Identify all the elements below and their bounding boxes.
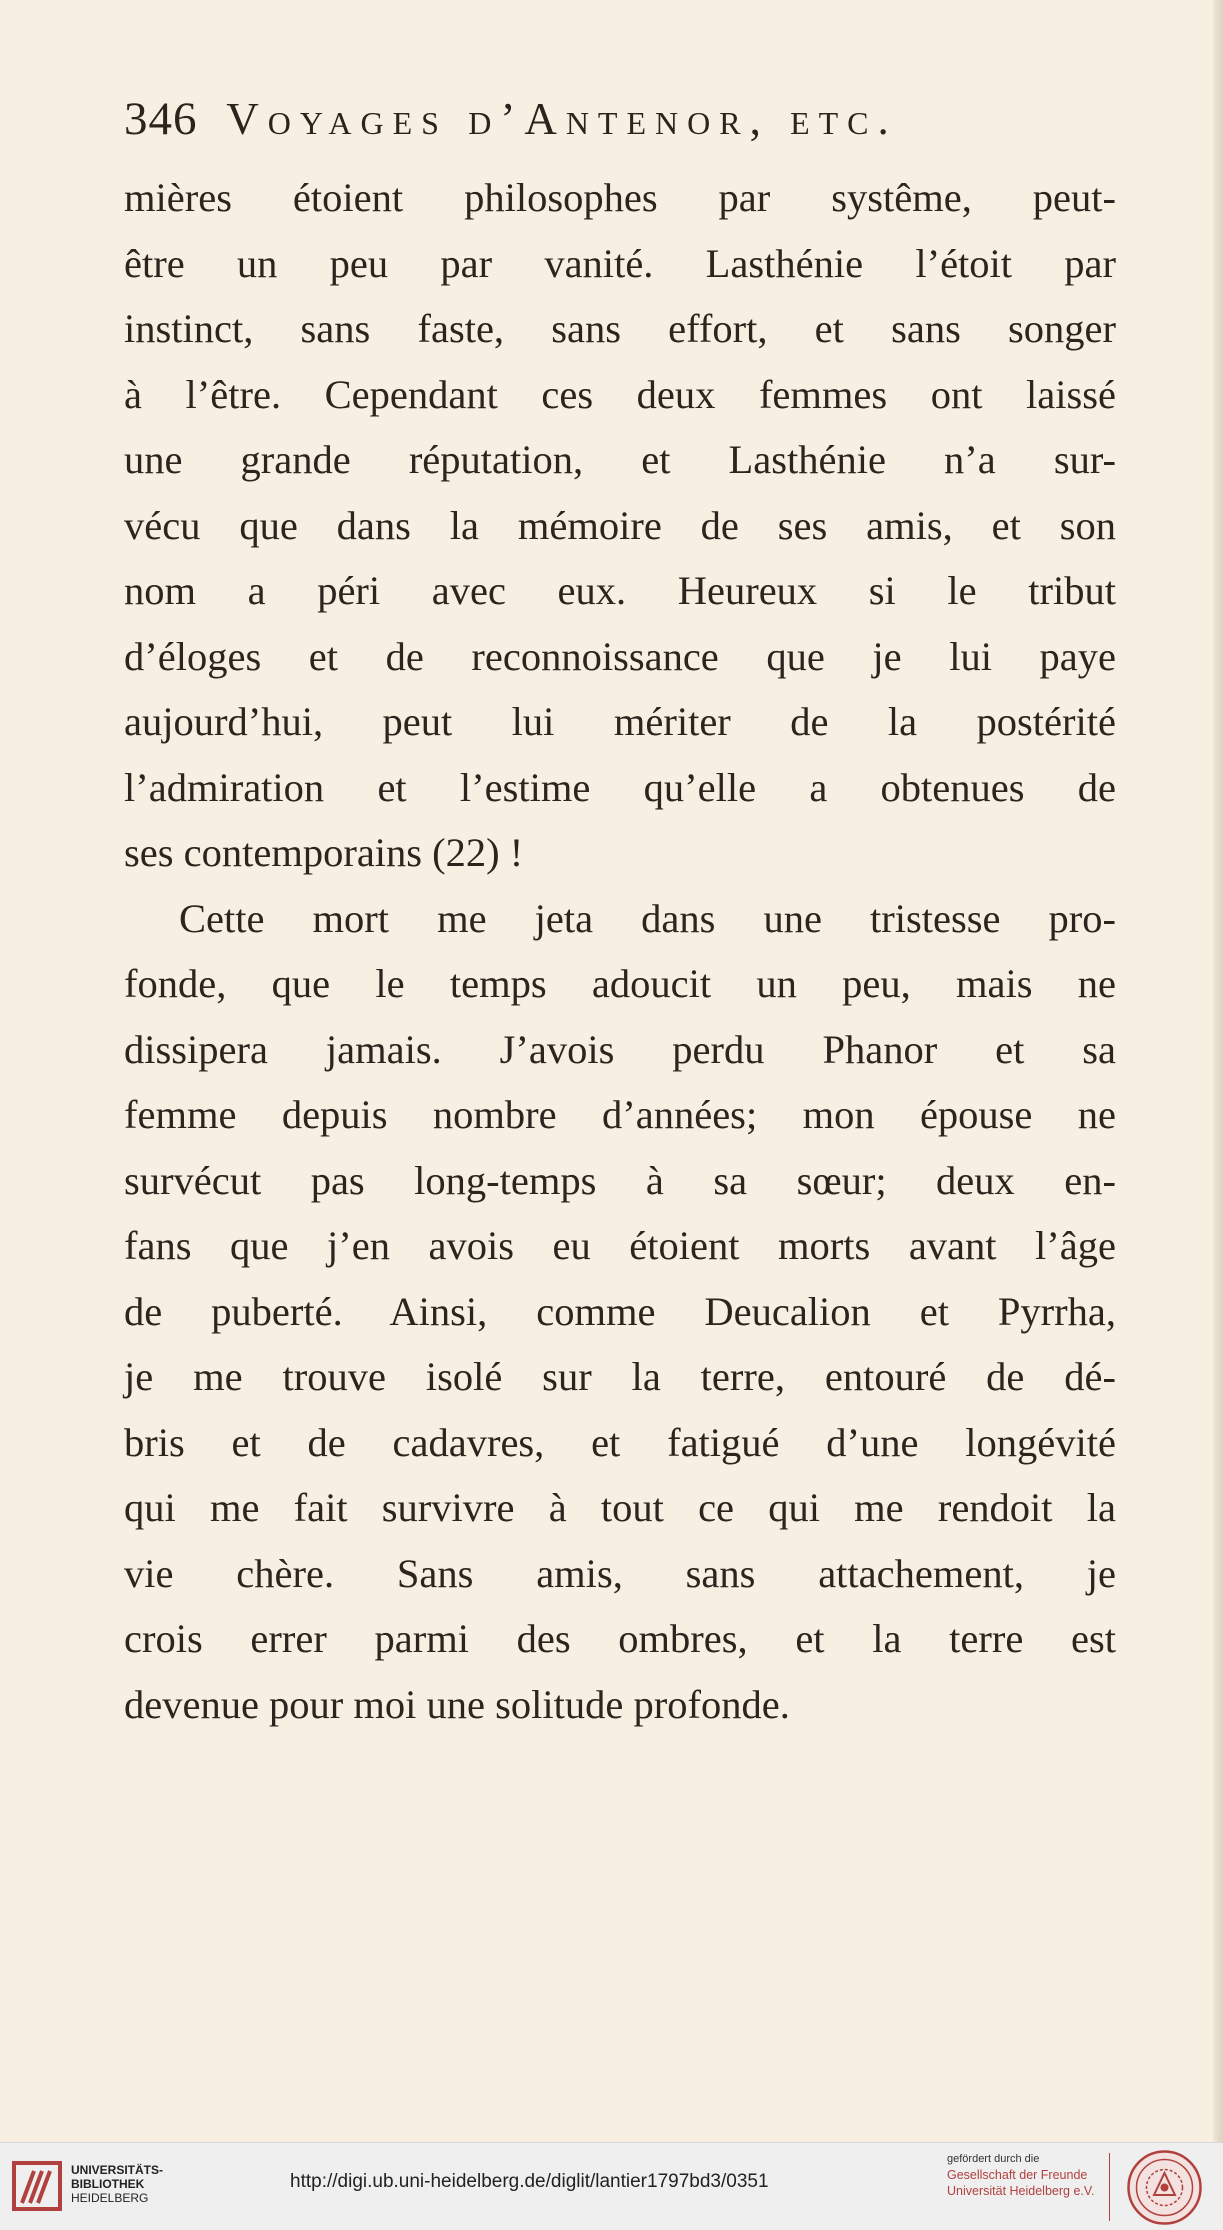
footer-bar (0, 2142, 1223, 2230)
text-line: vie chère. Sans amis, sans attachement, je (124, 1550, 1116, 1596)
text-line: fonde, que le temps adoucit un peu, mais ne (124, 961, 1116, 1006)
library-name (71, 2163, 163, 2205)
text-line: ses contemporains (22) ! (124, 830, 524, 875)
funding-note (947, 2151, 1107, 2199)
text-line: nom a péri avec eux. Heureux si le tribut (124, 568, 1116, 613)
text-line: qui me fait survivre à tout ce qui me rendoit la (124, 1485, 1116, 1530)
text-line: être un peu par vanité. Lasthénie l’étoit par (124, 240, 1116, 286)
text-line: instinct, sans faste, sans effort, et sans songer (124, 306, 1116, 351)
text-line: vécu que dans la mémoire de ses amis, et son (124, 502, 1116, 548)
text-line: de puberté. Ainsi, comme Deucalion et Pyrrha, (124, 1288, 1116, 1334)
page-header (124, 92, 1124, 152)
library-name-line: UNIVERSITÄTS- (71, 2163, 164, 2177)
text-line: Cette mort me jeta dans une tristesse pro- (179, 895, 1116, 941)
text-line: je me trouve isolé sur la terre, entouré de dé- (124, 1354, 1116, 1399)
society-name-line: Gesellschaft der Freunde (947, 2168, 1088, 2182)
text-line: fans que j’en avois eu étoient morts avant l’âge (124, 1223, 1116, 1268)
library-name-line: BIBLIOTHEK (71, 2177, 145, 2191)
text-line: bris et de cadavres, et fatigué d’une longévité (124, 1419, 1116, 1465)
text-line: crois errer parmi des ombres, et la terre est (124, 1616, 1116, 1661)
university-seal-icon (1126, 2149, 1203, 2226)
text-line: devenue pour moi une solitude profonde. (124, 1681, 790, 1727)
page-number: 346 (124, 93, 198, 145)
text-line: à l’être. Cependant ces deux femmes ont laissé (124, 371, 1116, 417)
text-line: une grande réputation, et Lasthénie n’a sur- (124, 437, 1116, 482)
text-line: aujourd’hui, peut lui mériter de la postérité (124, 699, 1116, 744)
source-url-link[interactable]: http://digi.ub.uni-heidelberg.de/diglit/lantier1797bd3/0351 (290, 2171, 769, 2192)
text-line: l’admiration et l’estime qu’elle a obtenues de (124, 764, 1116, 810)
page-edge-shadow (1213, 0, 1223, 2142)
running-title: Voyages d’Antenor, etc. (226, 94, 898, 144)
society-name-line: Universität Heidelberg e.V. (947, 2184, 1095, 2198)
text-line: mières étoient philosophes par systême, peut- (124, 175, 1116, 220)
library-name-line: HEIDELBERG (71, 2191, 149, 2205)
footer-divider (1109, 2153, 1110, 2221)
body-text (124, 165, 1116, 1737)
funding-label: gefördert durch die (947, 2153, 1040, 2165)
library-logo-icon (12, 2157, 62, 2215)
text-line: survécut pas long-temps à sa sœur; deux en- (124, 1157, 1116, 1203)
text-line: femme depuis nombre d’années; mon épouse ne (124, 1092, 1116, 1137)
text-line: dissipera jamais. J’avois perdu Phanor et sa (124, 1026, 1116, 1072)
text-line: d’éloges et de reconnoissance que je lui paye (124, 633, 1116, 679)
